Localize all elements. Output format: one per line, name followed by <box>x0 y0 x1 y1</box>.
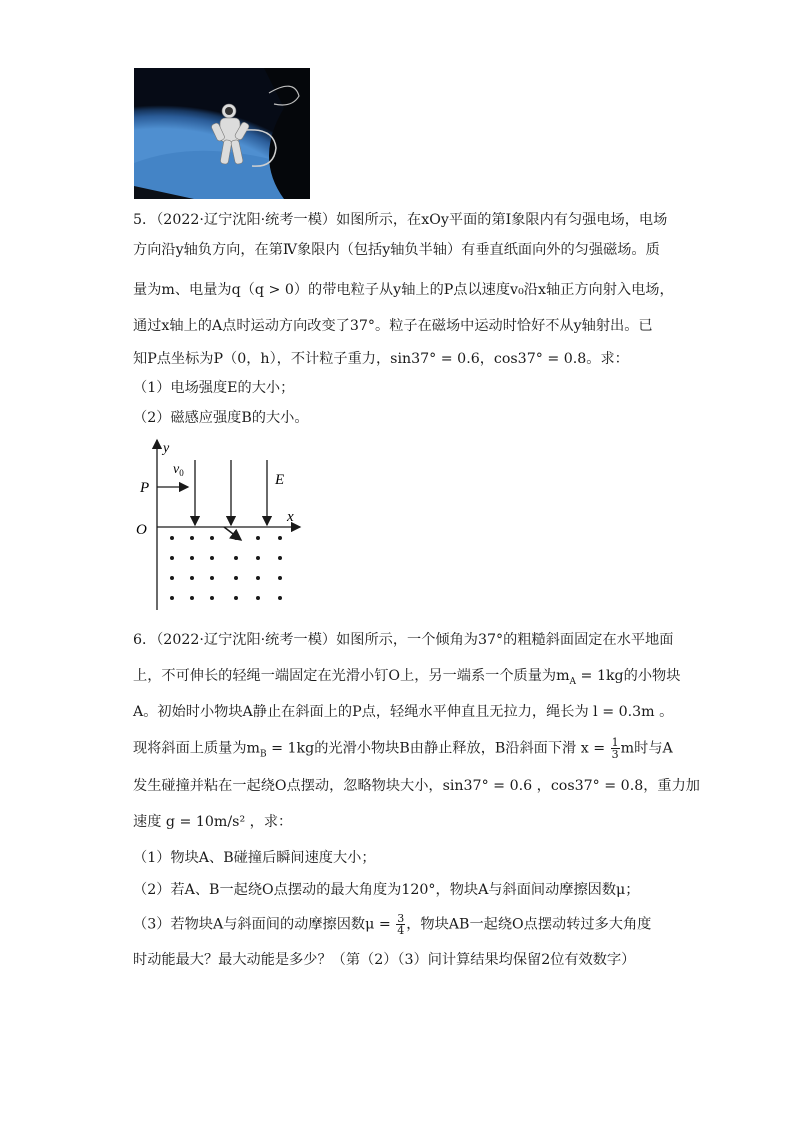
q5-question-1: （1）电场强度E的大小； <box>133 380 295 396</box>
q6-question-1: （1）物块A、B碰撞后瞬间速度大小； <box>133 850 376 866</box>
astronaut-image <box>134 68 310 199</box>
point-p-label: P <box>140 480 150 496</box>
q5-line-2: 方向沿y轴负方向，在第Ⅳ象限内（包括y轴负半轴）有垂直纸面向外的匀强磁场。质 <box>133 242 660 258</box>
q6-line-4: 现将斜面上质量为$m_B = 1kg$的光滑小物块B由静止释放，B沿斜面下滑 x = $\frac{1}{3}$ m时与A <box>133 736 673 761</box>
q6-question-3-cont: 时动能最大？最大动能是多少？（第（2）（3）问计算结果均保留2位有效数字） <box>133 952 636 968</box>
x-axis-label: x <box>287 509 294 525</box>
q6-line-6: 速度 g = 10m/s² ，求： <box>133 814 293 830</box>
friction-coefficient-fraction: $\frac{3}{4}$ <box>397 912 405 937</box>
q5-question-2: （2）磁感应强度B的大小。 <box>133 410 309 426</box>
q5-line-4: 通过x轴上的A点时运动方向改变了37°。粒子在磁场中运动时恰好不从y轴射出。已 <box>133 318 653 334</box>
q6-question-2: （2）若A、B一起绕O点摆动的最大角度为120°，物块A与斜面间动摩擦因数μ； <box>133 882 640 898</box>
astronaut-photo <box>134 68 310 199</box>
velocity-label: $v_0$ <box>173 462 184 478</box>
q6-line-3: A。初始时小物块A静止在斜面上的P点，轻绳水平伸直且无拉力，绳长为 l = 0.3m 。 <box>133 704 674 720</box>
q5-field-diagram <box>130 438 330 613</box>
slide-distance-fraction: $\frac{1}{3}$ <box>611 736 619 761</box>
y-axis-label: y <box>163 441 170 456</box>
q6-line-5: 发生碰撞并粘在一起绕O点摆动，忽略物块大小，sin37° = 0.6 ，cos37° = 0.8，重力加 <box>133 778 700 794</box>
q6-question-3: （3）若物块A与斜面间的动摩擦因数μ = $\frac{3}{4}$ ，物块AB一起绕O点摆动转过多大角度 <box>133 912 652 937</box>
q5-line-3: 量为m、电量为q（q > 0）的带电粒子从y轴上的P点以速度v₀沿x轴正方向射入电场， <box>133 282 674 298</box>
field-e-label: E <box>275 472 285 488</box>
q6-line-1: 6．（2022·辽宁沈阳·统考一模）如图所示，一个倾角为37°的粗糙斜面固定在水平地面 <box>133 632 674 648</box>
origin-label: O <box>136 522 147 538</box>
q5-line-1: 5．（2022·辽宁沈阳·统考一模）如图所示，在xOy平面的第Ⅰ象限内有匀强电场，电场 <box>133 212 668 228</box>
magnetic-field-dots <box>170 536 282 600</box>
particle-direction-arrow <box>224 527 241 540</box>
q6-line-2: 上，不可伸长的轻绳一端固定在光滑小钉O上，另一端系一个质量为$m_A = 1kg$的小物块 <box>133 668 681 687</box>
q5-line-5: 知P点坐标为P（0，h），不计粒子重力，sin37° = 0.6，cos37° = 0.8。求： <box>133 351 629 367</box>
